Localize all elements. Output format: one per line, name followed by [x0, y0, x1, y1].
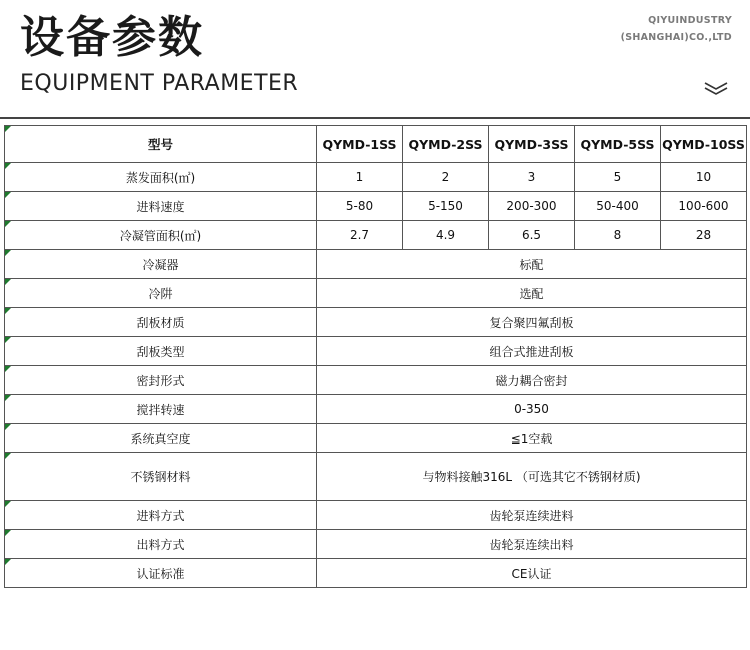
row-label: 冷凝管面积(㎡)	[5, 221, 317, 250]
row-value: ≦1空载	[317, 424, 747, 453]
parameter-table	[4, 125, 747, 588]
row-label: 出料方式	[5, 530, 317, 559]
row-value: 5-80	[317, 192, 403, 221]
row-value: 与物料接触316L （可选其它不锈钢材质)	[317, 453, 747, 501]
double-chevron-down-icon	[704, 82, 728, 96]
table-row	[5, 424, 747, 453]
row-label: 蒸发面积(㎡)	[5, 163, 317, 192]
header-divider	[0, 117, 750, 119]
row-value: 100-600	[661, 192, 747, 221]
model-header: QYMD-2SS	[403, 126, 489, 163]
row-label: 搅拌转速	[5, 395, 317, 424]
row-value: 2.7	[317, 221, 403, 250]
table-row	[5, 395, 747, 424]
row-label: 冷阱	[5, 279, 317, 308]
company-name	[621, 12, 732, 46]
table-row	[5, 559, 747, 588]
table-header-row	[5, 126, 747, 163]
table-row	[5, 163, 747, 192]
row-value: 10	[661, 163, 747, 192]
row-value: 标配	[317, 250, 747, 279]
row-label: 冷凝器	[5, 250, 317, 279]
row-value: 3	[489, 163, 575, 192]
row-value: 选配	[317, 279, 747, 308]
row-label: 认证标准	[5, 559, 317, 588]
table-row	[5, 221, 747, 250]
table-row	[5, 337, 747, 366]
row-value: 复合聚四氟刮板	[317, 308, 747, 337]
model-header: QYMD-3SS	[489, 126, 575, 163]
model-header: QYMD-1SS	[317, 126, 403, 163]
table-row	[5, 250, 747, 279]
row-value: 4.9	[403, 221, 489, 250]
row-label: 进料速度	[5, 192, 317, 221]
row-value: 磁力耦合密封	[317, 366, 747, 395]
table-row	[5, 279, 747, 308]
company-name-line2: (SHANGHAI)CO.,LTD	[620, 32, 732, 43]
row-value: 0-350	[317, 395, 747, 424]
table-row	[5, 530, 747, 559]
row-label: 密封形式	[5, 366, 317, 395]
row-value: 28	[661, 221, 747, 250]
row-value: 齿轮泵连续进料	[317, 501, 747, 530]
page-title-en: EQUIPMENT PARAMETER	[20, 71, 299, 96]
row-label: 系统真空度	[5, 424, 317, 453]
row-label: 刮板类型	[5, 337, 317, 366]
row-value: 5	[575, 163, 661, 192]
page-title-cn: 设备参数	[20, 12, 204, 63]
table-row	[5, 501, 747, 530]
model-header: QYMD-10SS	[661, 126, 747, 163]
row-label: 不锈钢材料	[5, 453, 317, 501]
row-label: 进料方式	[5, 501, 317, 530]
row-value: 1	[317, 163, 403, 192]
row-value: 5-150	[403, 192, 489, 221]
table-row	[5, 192, 747, 221]
table-row	[5, 366, 747, 395]
table-row	[5, 453, 747, 501]
table-row	[5, 308, 747, 337]
company-name-line1: QIYUINDUSTRY	[648, 15, 732, 26]
row-value: 齿轮泵连续出料	[317, 530, 747, 559]
row-value: CE认证	[317, 559, 747, 588]
row-value: 2	[403, 163, 489, 192]
model-header-label: 型号	[5, 126, 317, 163]
row-value: 50-400	[575, 192, 661, 221]
row-value: 6.5	[489, 221, 575, 250]
row-value: 组合式推进刮板	[317, 337, 747, 366]
row-value: 8	[575, 221, 661, 250]
row-value: 200-300	[489, 192, 575, 221]
model-header: QYMD-5SS	[575, 126, 661, 163]
row-label: 刮板材质	[5, 308, 317, 337]
